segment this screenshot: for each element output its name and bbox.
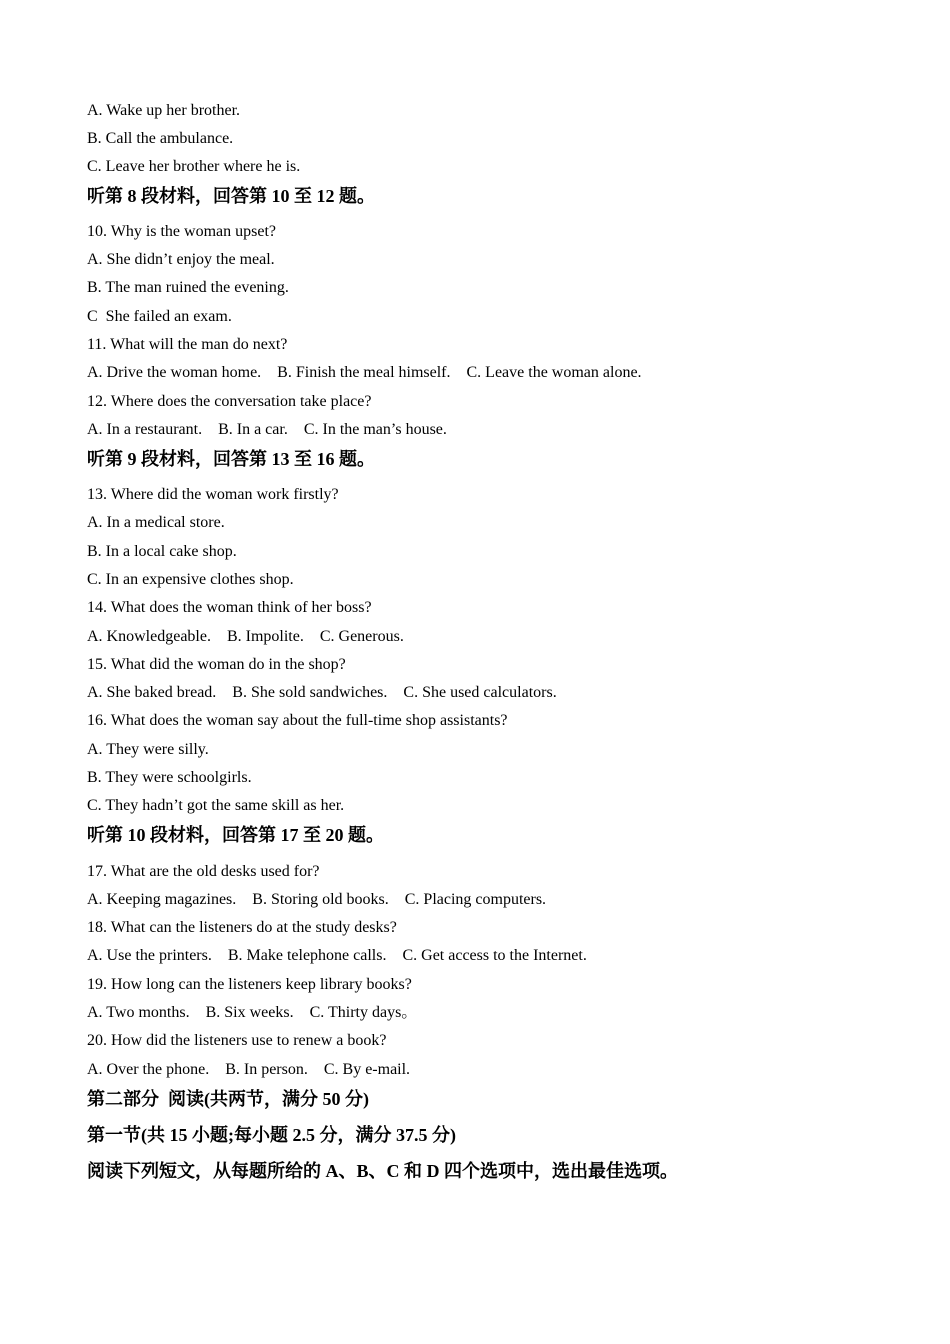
section-heading: 听第 10 段材料，回答第 17 至 20 题。 — [87, 825, 384, 845]
option-line: A. Keeping magazines. B. Storing old books. C. Placing computers. — [87, 891, 547, 908]
option-line: B. The man ruined the evening. — [87, 279, 289, 296]
option-line: A. Wake up her brother. — [87, 102, 241, 119]
question-line: 11. What will the man do next? — [87, 336, 288, 353]
question-line: 17. What are the old desks used for? — [87, 863, 320, 880]
question-line: 13. Where did the woman work firstly? — [87, 486, 339, 503]
option-line: A. In a restaurant. B. In a car. C. In the man’s house. — [87, 421, 447, 438]
option-line: C. They hadn’t got the same skill as her. — [87, 797, 345, 814]
part-heading: 第二部分 阅读(共两节，满分 50 分) — [87, 1089, 369, 1109]
option-line: B. They were schoolgirls. — [87, 769, 252, 786]
option-line: A. They were silly. — [87, 741, 209, 758]
option-line: A. Two months. B. Six weeks. C. Thirty days。 — [87, 1004, 418, 1021]
section-heading: 听第 9 段材料，回答第 13 至 16 题。 — [87, 449, 375, 469]
option-line: C. Leave her brother where he is. — [87, 158, 301, 175]
option-line: A. Knowledgeable. B. Impolite. C. Generous. — [87, 628, 404, 645]
question-line: 14. What does the woman think of her boss? — [87, 599, 372, 616]
option-line: A. Drive the woman home. B. Finish the meal himself. C. Leave the woman alone. — [87, 364, 642, 381]
option-line: B. In a local cake shop. — [87, 543, 237, 560]
question-line: 20. How did the listeners use to renew a book? — [87, 1032, 387, 1049]
option-line: A. She baked bread. B. She sold sandwiches. C. She used calculators. — [87, 684, 557, 701]
section-heading: 听第 8 段材料，回答第 10 至 12 题。 — [87, 186, 375, 206]
option-line: A. She didn’t enjoy the meal. — [87, 251, 275, 268]
question-line: 12. Where does the conversation take place? — [87, 393, 372, 410]
question-line: 10. Why is the woman upset? — [87, 223, 277, 240]
section-heading: 第一节(共 15 小题;每小题 2.5 分，满分 37.5 分) — [87, 1125, 456, 1145]
question-line: 19. How long can the listeners keep library books? — [87, 976, 412, 993]
question-line: 18. What can the listeners do at the study desks? — [87, 919, 397, 936]
option-line: A. In a medical store. — [87, 514, 225, 531]
option-line: A. Use the printers. B. Make telephone calls. C. Get access to the Internet. — [87, 947, 587, 964]
instruction-heading: 阅读下列短文，从每题所给的 A、B、C 和 D 四个选项中，选出最佳选项。 — [87, 1161, 678, 1181]
question-line: 15. What did the woman do in the shop? — [87, 656, 346, 673]
option-line: C. In an expensive clothes shop. — [87, 571, 294, 588]
option-line: C She failed an exam. — [87, 308, 232, 325]
option-line: B. Call the ambulance. — [87, 130, 234, 147]
option-line: A. Over the phone. B. In person. C. By e-mail. — [87, 1061, 411, 1078]
question-line: 16. What does the woman say about the full-time shop assistants? — [87, 712, 508, 729]
